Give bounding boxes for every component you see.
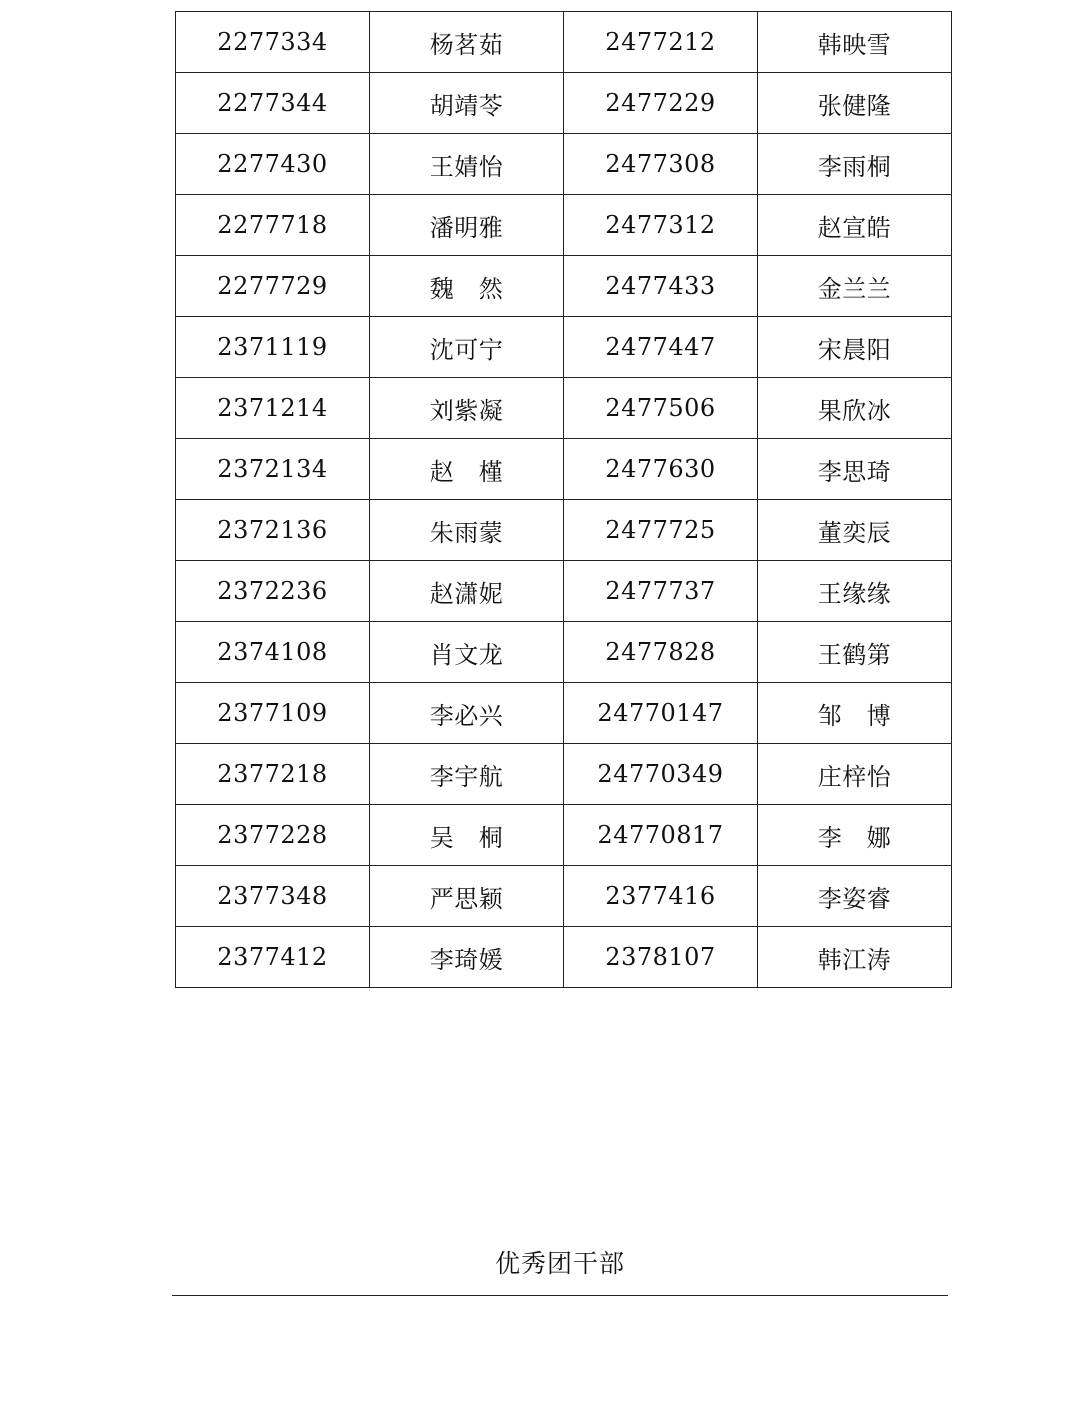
student-id-cell: 2372236 — [176, 561, 370, 622]
student-id-cell: 2477312 — [564, 195, 758, 256]
student-id-cell: 2377109 — [176, 683, 370, 744]
student-id-cell: 2477447 — [564, 317, 758, 378]
student-name-cell: 潘明雅 — [370, 195, 564, 256]
student-id-cell: 2477828 — [564, 622, 758, 683]
student-id-cell: 2477725 — [564, 500, 758, 561]
student-id-cell: 2372136 — [176, 500, 370, 561]
student-name-cell: 王鹤第 — [758, 622, 952, 683]
student-id-cell: 2374108 — [176, 622, 370, 683]
table-row — [176, 12, 952, 73]
student-id-cell: 24770349 — [564, 744, 758, 805]
student-name-cell: 严思颖 — [370, 866, 564, 927]
table-row — [176, 805, 952, 866]
table-row — [176, 317, 952, 378]
student-name-cell: 李姿睿 — [758, 866, 952, 927]
student-name-cell: 吴 桐 — [370, 805, 564, 866]
student-name-cell: 肖文龙 — [370, 622, 564, 683]
student-id-cell: 2377348 — [176, 866, 370, 927]
student-id-cell: 2377416 — [564, 866, 758, 927]
student-name-cell: 韩映雪 — [758, 12, 952, 73]
student-name-cell: 李琦媛 — [370, 927, 564, 988]
student-name-cell: 李 娜 — [758, 805, 952, 866]
student-id-cell: 2377218 — [176, 744, 370, 805]
student-name-cell: 赵 槿 — [370, 439, 564, 500]
student-id-cell: 2371214 — [176, 378, 370, 439]
roster-table — [175, 11, 952, 988]
table-row — [176, 561, 952, 622]
table-row — [176, 500, 952, 561]
table-row — [176, 439, 952, 500]
student-name-cell: 沈可宁 — [370, 317, 564, 378]
table-row — [176, 622, 952, 683]
table-row — [176, 927, 952, 988]
student-name-cell: 董奕辰 — [758, 500, 952, 561]
student-id-cell: 2477737 — [564, 561, 758, 622]
student-id-cell: 2378107 — [564, 927, 758, 988]
section-title: 优秀团干部 — [494, 1249, 625, 1278]
student-id-cell: 2372134 — [176, 439, 370, 500]
student-name-cell: 李思琦 — [758, 439, 952, 500]
student-name-cell: 杨茗茹 — [370, 12, 564, 73]
student-name-cell: 王婧怡 — [370, 134, 564, 195]
student-id-cell: 2377228 — [176, 805, 370, 866]
student-id-cell: 2477630 — [564, 439, 758, 500]
student-id-cell: 24770817 — [564, 805, 758, 866]
student-name-cell: 邹 博 — [758, 683, 952, 744]
table-row — [176, 683, 952, 744]
table-row — [176, 866, 952, 927]
student-name-cell: 李宇航 — [370, 744, 564, 805]
student-name-cell: 宋晨阳 — [758, 317, 952, 378]
student-name-cell: 王缘缘 — [758, 561, 952, 622]
student-name-cell: 金兰兰 — [758, 256, 952, 317]
table-row — [176, 195, 952, 256]
student-id-cell: 2371119 — [176, 317, 370, 378]
student-id-cell: 2277718 — [176, 195, 370, 256]
student-name-cell: 胡靖苓 — [370, 73, 564, 134]
student-name-cell: 张健隆 — [758, 73, 952, 134]
student-name-cell: 赵宣皓 — [758, 195, 952, 256]
student-id-cell: 2277729 — [176, 256, 370, 317]
table-row — [176, 256, 952, 317]
student-name-cell: 果欣冰 — [758, 378, 952, 439]
table-row — [176, 744, 952, 805]
student-name-cell: 赵潇妮 — [370, 561, 564, 622]
table-row — [176, 134, 952, 195]
student-id-cell: 2277344 — [176, 73, 370, 134]
table-row — [176, 378, 952, 439]
student-name-cell: 朱雨蒙 — [370, 500, 564, 561]
student-name-cell: 李必兴 — [370, 683, 564, 744]
student-name-cell: 刘紫凝 — [370, 378, 564, 439]
table-row — [176, 73, 952, 134]
student-id-cell: 2377412 — [176, 927, 370, 988]
student-name-cell: 韩江涛 — [758, 927, 952, 988]
student-id-cell: 2477308 — [564, 134, 758, 195]
student-name-cell: 魏 然 — [370, 256, 564, 317]
student-id-cell: 2477229 — [564, 73, 758, 134]
student-id-cell: 2477506 — [564, 378, 758, 439]
student-id-cell: 2277334 — [176, 12, 370, 73]
student-id-cell: 2477212 — [564, 12, 758, 73]
student-id-cell: 24770147 — [564, 683, 758, 744]
student-name-cell: 李雨桐 — [758, 134, 952, 195]
section-divider — [172, 1295, 948, 1296]
roster-table-body — [176, 12, 952, 988]
student-name-cell: 庄梓怡 — [758, 744, 952, 805]
student-id-cell: 2277430 — [176, 134, 370, 195]
student-id-cell: 2477433 — [564, 256, 758, 317]
